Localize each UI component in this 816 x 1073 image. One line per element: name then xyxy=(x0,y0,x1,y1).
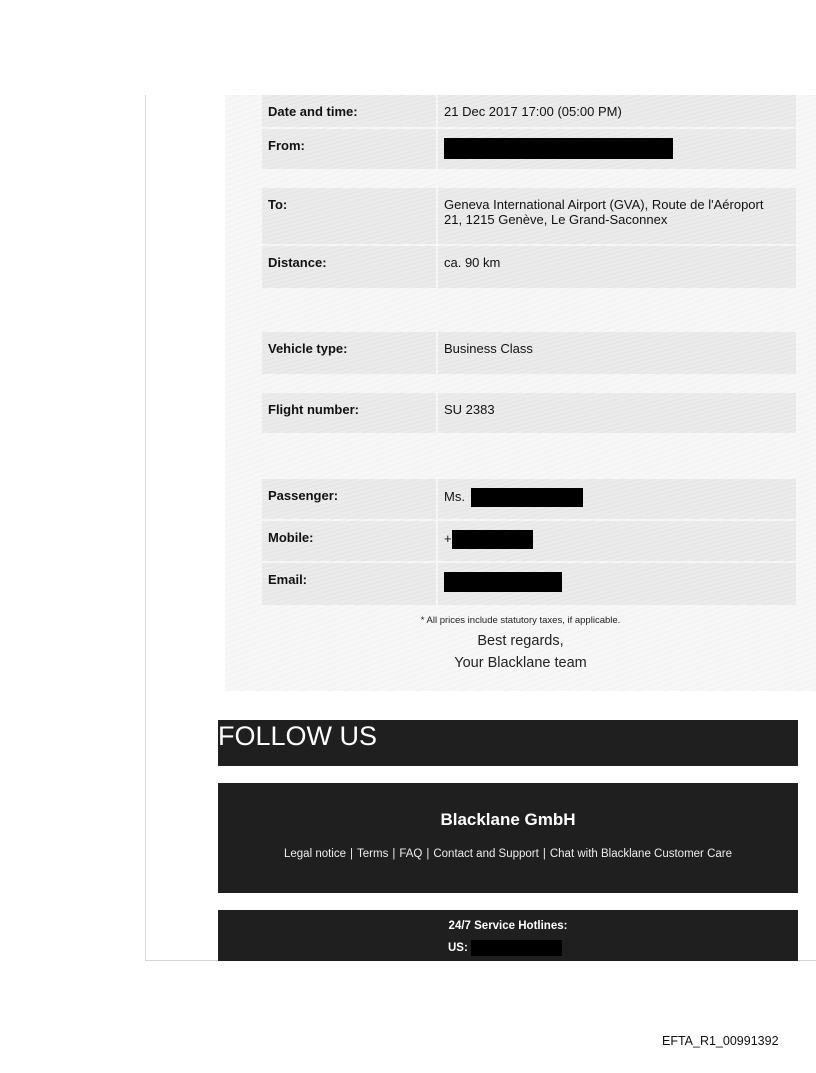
mobile-prefix: + xyxy=(444,530,452,546)
row-flight-number xyxy=(262,393,796,433)
email-value xyxy=(438,563,796,605)
link-separator: | xyxy=(426,848,430,860)
team-signature: Your Blacklane team xyxy=(454,655,587,671)
legal-notice-link[interactable]: Legal notice xyxy=(283,848,347,860)
date-value: 21 Dec 2017 17:00 (05:00 PM) xyxy=(438,95,796,127)
row-to xyxy=(262,188,796,244)
passenger-value xyxy=(438,479,796,519)
distance-value: ca. 90 km xyxy=(438,246,796,288)
company-footer xyxy=(218,783,798,893)
link-separator: | xyxy=(350,848,354,860)
row-date-time xyxy=(262,95,796,127)
to-label: To: xyxy=(262,188,436,244)
redaction-block xyxy=(444,572,562,592)
row-vehicle-type xyxy=(262,332,796,374)
redaction-block xyxy=(452,530,533,549)
to-value xyxy=(438,188,796,244)
tax-note: * All prices include statutory taxes, if applicable. xyxy=(420,615,621,626)
terms-link[interactable]: Terms xyxy=(357,848,389,860)
mobile-label: Mobile: xyxy=(262,521,436,561)
from-label: From: xyxy=(262,129,436,169)
mobile-value xyxy=(438,521,796,561)
redaction-block xyxy=(471,940,562,956)
document-id: EFTA_R1_00991392 xyxy=(662,1034,779,1048)
redaction-block xyxy=(444,138,673,159)
to-line-2: 21, 1215 Genève, Le Grand-Saconnex xyxy=(444,212,668,227)
row-distance xyxy=(262,246,796,288)
vehicle-label: Vehicle type: xyxy=(262,332,436,374)
row-from xyxy=(262,129,796,169)
date-label: Date and time: xyxy=(262,95,436,127)
chat-customer-care-link[interactable]: Chat with Blacklane Customer Care xyxy=(549,848,733,860)
footer-links xyxy=(218,848,798,860)
row-email xyxy=(262,563,796,605)
us-hotline xyxy=(448,940,562,956)
distance-label: Distance: xyxy=(262,246,436,288)
contact-support-link[interactable]: Contact and Support xyxy=(433,848,539,860)
hotlines-title: 24/7 Service Hotlines: xyxy=(448,920,568,932)
passenger-prefix: Ms. xyxy=(444,488,465,504)
link-separator: | xyxy=(392,848,396,860)
us-label: US: xyxy=(448,942,468,955)
frame-left-border xyxy=(145,95,146,961)
redaction-block xyxy=(471,488,583,507)
flight-label: Flight number: xyxy=(262,393,436,433)
follow-us-label: FOLLOW US xyxy=(218,721,378,751)
follow-us-banner xyxy=(218,720,798,766)
link-separator: | xyxy=(542,848,546,860)
passenger-label: Passenger: xyxy=(262,479,436,519)
row-passenger xyxy=(262,479,796,519)
to-line-1: Geneva International Airport (GVA), Route de l'Aéroport xyxy=(444,197,764,212)
service-hotlines xyxy=(218,910,798,961)
regards-text: Best regards, xyxy=(477,633,564,649)
company-name: Blacklane GmbH xyxy=(440,810,576,829)
flight-value: SU 2383 xyxy=(438,393,796,433)
faq-link[interactable]: FAQ xyxy=(399,848,423,860)
row-mobile xyxy=(262,521,796,561)
vehicle-value: Business Class xyxy=(438,332,796,374)
from-value xyxy=(438,129,796,169)
email-label: Email: xyxy=(262,563,436,605)
